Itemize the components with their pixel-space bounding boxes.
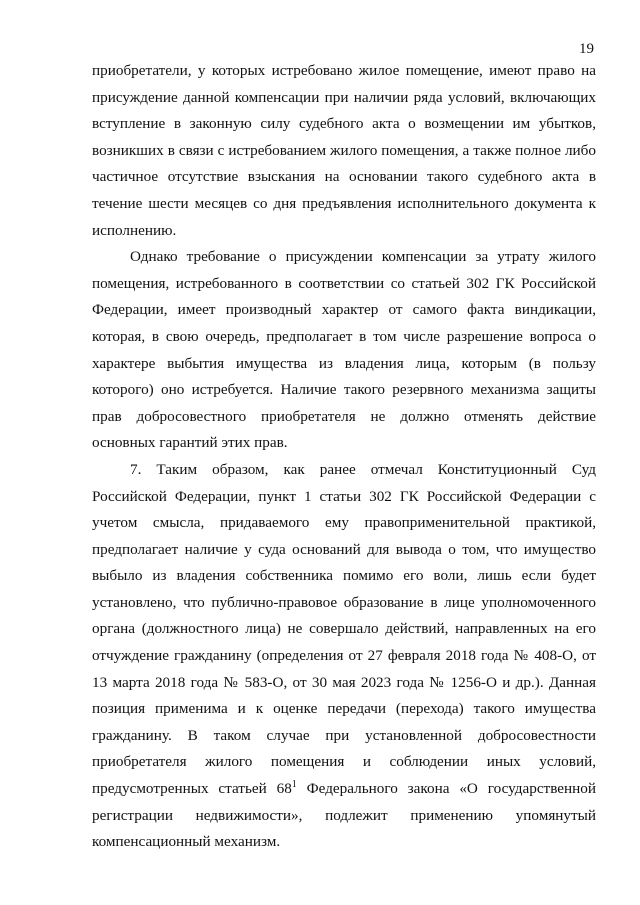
paragraph-item-7-text-end: Федерального закона «О государственной регистрации недвижимости», подлежит применению упомянутый компенсационный механизм. bbox=[92, 780, 596, 851]
paragraph-item-7 bbox=[92, 457, 596, 856]
document-body bbox=[92, 58, 596, 856]
paragraph-compensation-requirement: Однако требование о присуждении компенсации за утрату жилого помещения, истребованного в соответствии со статьей 302 ГК Российской Федерации, имеет производный характер от самого факта виндикации, которая, в свою очередь, предполагает в том числе разрешение вопроса о характере выбытия имущества из владения лица, которым (в пользу которого) оно истребуется. Наличие такого резервного механизма защиты прав добросовестного приобретателя не должно отменять действие основных гарантий этих прав. bbox=[92, 248, 596, 452]
paragraph-continuation: приобретатели, у которых истребовано жилое помещение, имеют право на присуждение данной компенсации при наличии ряда условий, включающих вступление в законную силу судебного акта о возмещении им убытков, возникших в связи с истребованием жилого помещения, а также полное либо частичное отсутствие взыскания на основании такого судебного акта в течение шести месяцев со дня предъявления исполнительного документа к исполнению. bbox=[92, 62, 596, 239]
page-number: 19 bbox=[579, 41, 594, 57]
article-superscript: 1 bbox=[291, 779, 297, 791]
paragraph-item-7-text: 7. Таким образом, как ранее отмечал Конституционный Суд Российской Федерации, пункт 1 статьи 302 ГК Российской Федерации с учетом смысла, придаваемого ему правоприменительной практикой, предполагает наличие у суда оснований для вывода о том, что имущество выбыло из владения собственника помимо его воли, лишь если будет установлено, что публично-правовое образование в лице уполномоченного органа (должностного лица) не совершало действий, направленных на его отчуждение гражданину (определения от 27 февраля 2018 года № 408-О, от 13 марта 2018 года № 583-О, от 30 мая 2023 года № 1256-О и др.). Данная позиция применима и к оценке передачи (перехода) такого имущества гражданину. В таком случае при установленной добросовестности приобретателя жилого помещения и соблюдении иных условий, предусмотренных статьей 68 bbox=[92, 460, 596, 798]
